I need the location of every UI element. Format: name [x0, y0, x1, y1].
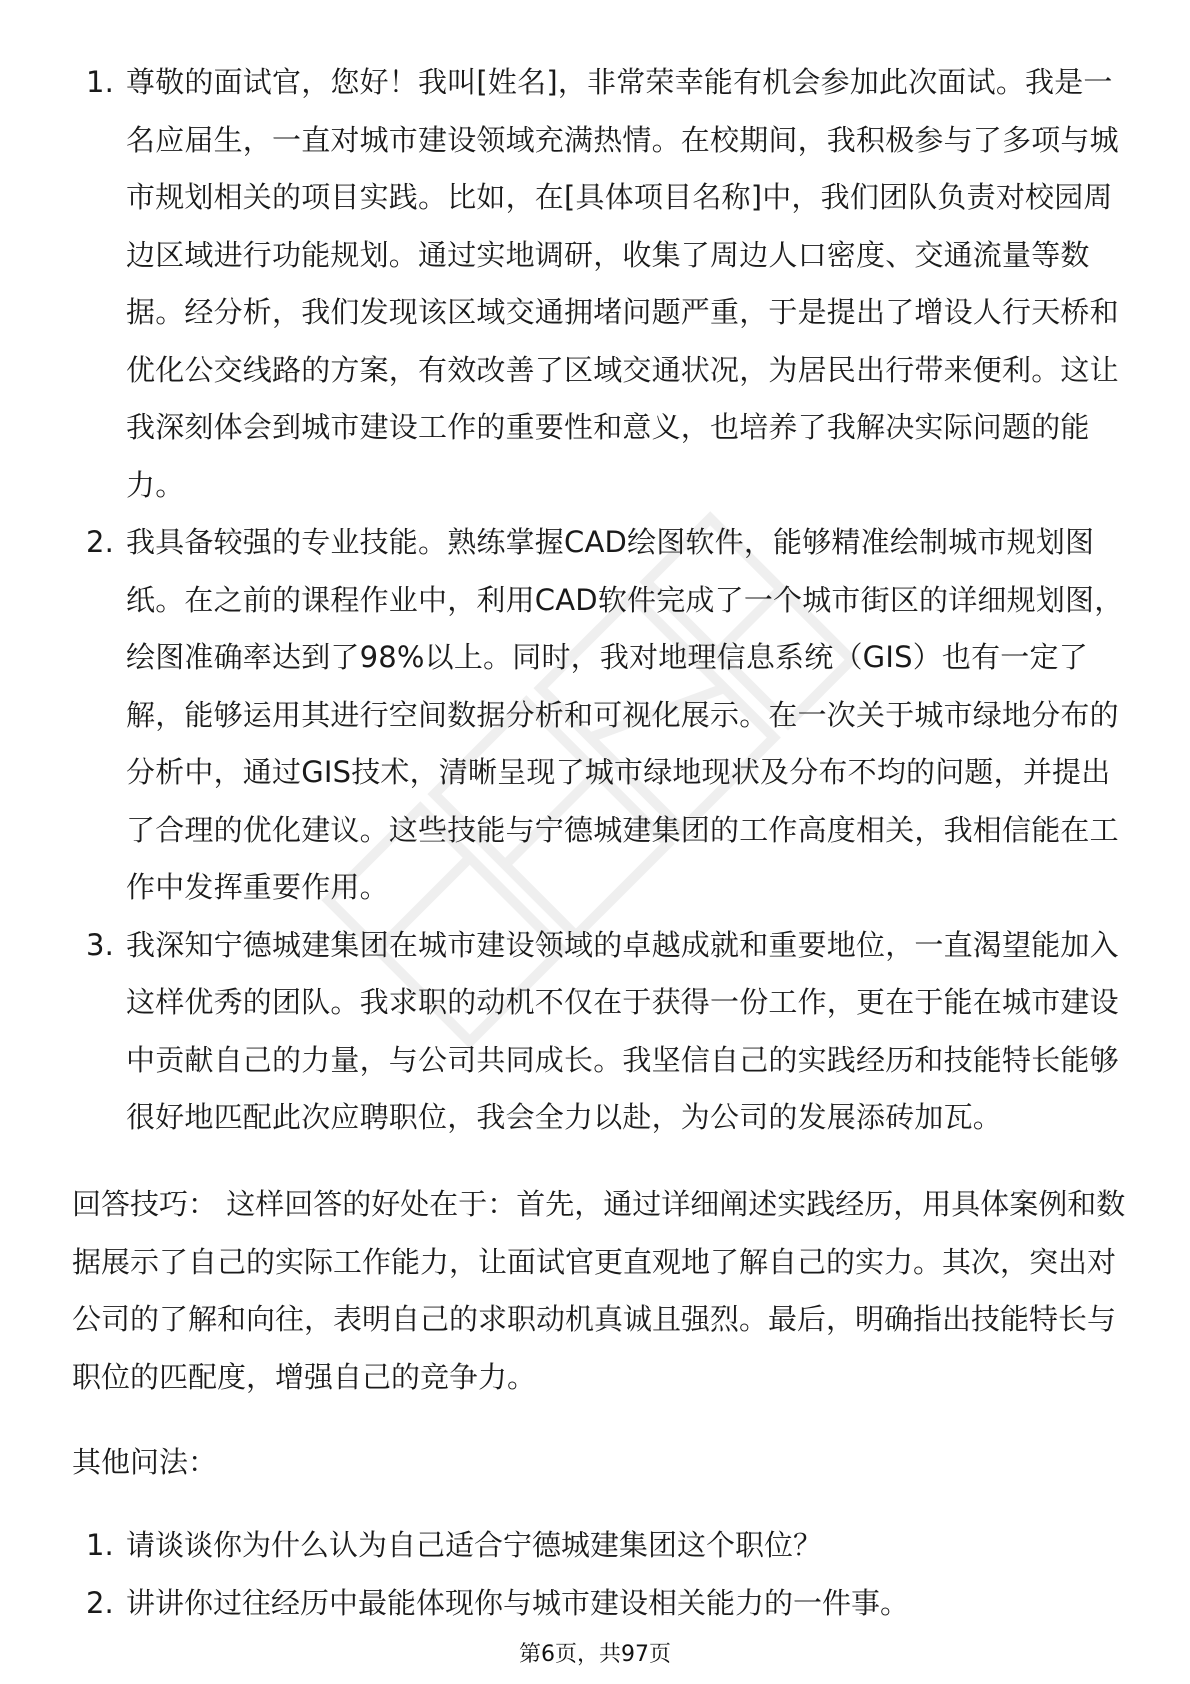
answer-tips	[72, 1176, 1132, 1406]
tips-label: 回答技巧：	[72, 1187, 218, 1221]
list-number: 2.	[86, 1585, 114, 1620]
answer-text: 我具备较强的专业技能。熟练掌握CAD绘图软件，能够精准绘制城市规划图纸。在之前的课程作业中，利用CAD软件完成了一个城市街区的详细规划图，绘图准确率达到了98%以上。同时，我对地理信息系统（GIS）也有一定了解，能够运用其进行空间数据分析和可视化展示。在一次关于城市绿地分布的分析中，通过GIS技术，清晰呈现了城市绿地现状及分布不均的问题，并提出了合理的优化建议。这些技能与宁德城建集团的工作高度相关，我相信能在工作中发挥重要作用。	[126, 525, 1124, 904]
other-question-text: 讲讲你过往经历中最能体现你与城市建设相关能力的一件事。	[126, 1585, 910, 1620]
answer-list	[72, 54, 1132, 1147]
other-question-text: 请谈谈你为什么认为自己适合宁德城建集团这个职位？	[126, 1528, 823, 1562]
list-number: 1.	[86, 65, 115, 99]
answer-item-2	[72, 514, 1132, 917]
list-number: 3.	[86, 927, 115, 962]
page-footer: 第6页，共97页	[519, 1642, 671, 1667]
list-number: 2.	[86, 525, 115, 559]
other-question-item-2	[72, 1575, 1132, 1633]
list-number: 1.	[86, 1528, 114, 1562]
answer-text: 我深知宁德城建集团在城市建设领域的卓越成就和重要地位，一直渴望能加入这样优秀的团队。我求职的动机不仅在于获得一份工作，更在于能在城市建设中贡献自己的力量，与公司共同成长。我坚信自己的实践经历和技能特长能够很好地匹配此次应聘职位，我会全力以赴，为公司的发展添砖加瓦。	[126, 927, 1119, 1134]
answer-text: 尊敬的面试官，您好！我叫[姓名]，非常荣幸能有机会参加此次面试。我是一名应届生，一直对城市建设领域充满热情。在校期间，我积极参与了多项与城市规划相关的项目实践。比如，在[具体项目名称]中，我们团队负责对校园周边区域进行功能规划。通过实地调研，收集了周边人口密度、交通流量等数据。经分析，我们发现该区域交通拥堵问题严重，于是提出了增设人行天桥和优化公交线路的方案，有效改善了区域交通状况，为居民出行带来便利。这让我深刻体会到城市建设工作的重要性和意义，也培养了我解决实际问题的能力。	[126, 65, 1119, 502]
other-questions-list	[72, 1517, 1132, 1632]
answer-item-3	[72, 917, 1132, 1147]
other-questions-heading: 其他问法：	[72, 1445, 218, 1479]
other-question-item-1	[72, 1517, 1132, 1575]
answer-item-1	[72, 54, 1132, 514]
tips-text: 这样回答的好处在于：首先，通过详细阐述实践经历，用具体案例和数据展示了自己的实际工作能力，让面试官更直观地了解自己的实力。其次，突出对公司的了解和向往，表明自己的求职动机真诚且强烈。最后，明确指出技能特长与职位的匹配度，增强自己的竞争力。	[72, 1187, 1126, 1394]
